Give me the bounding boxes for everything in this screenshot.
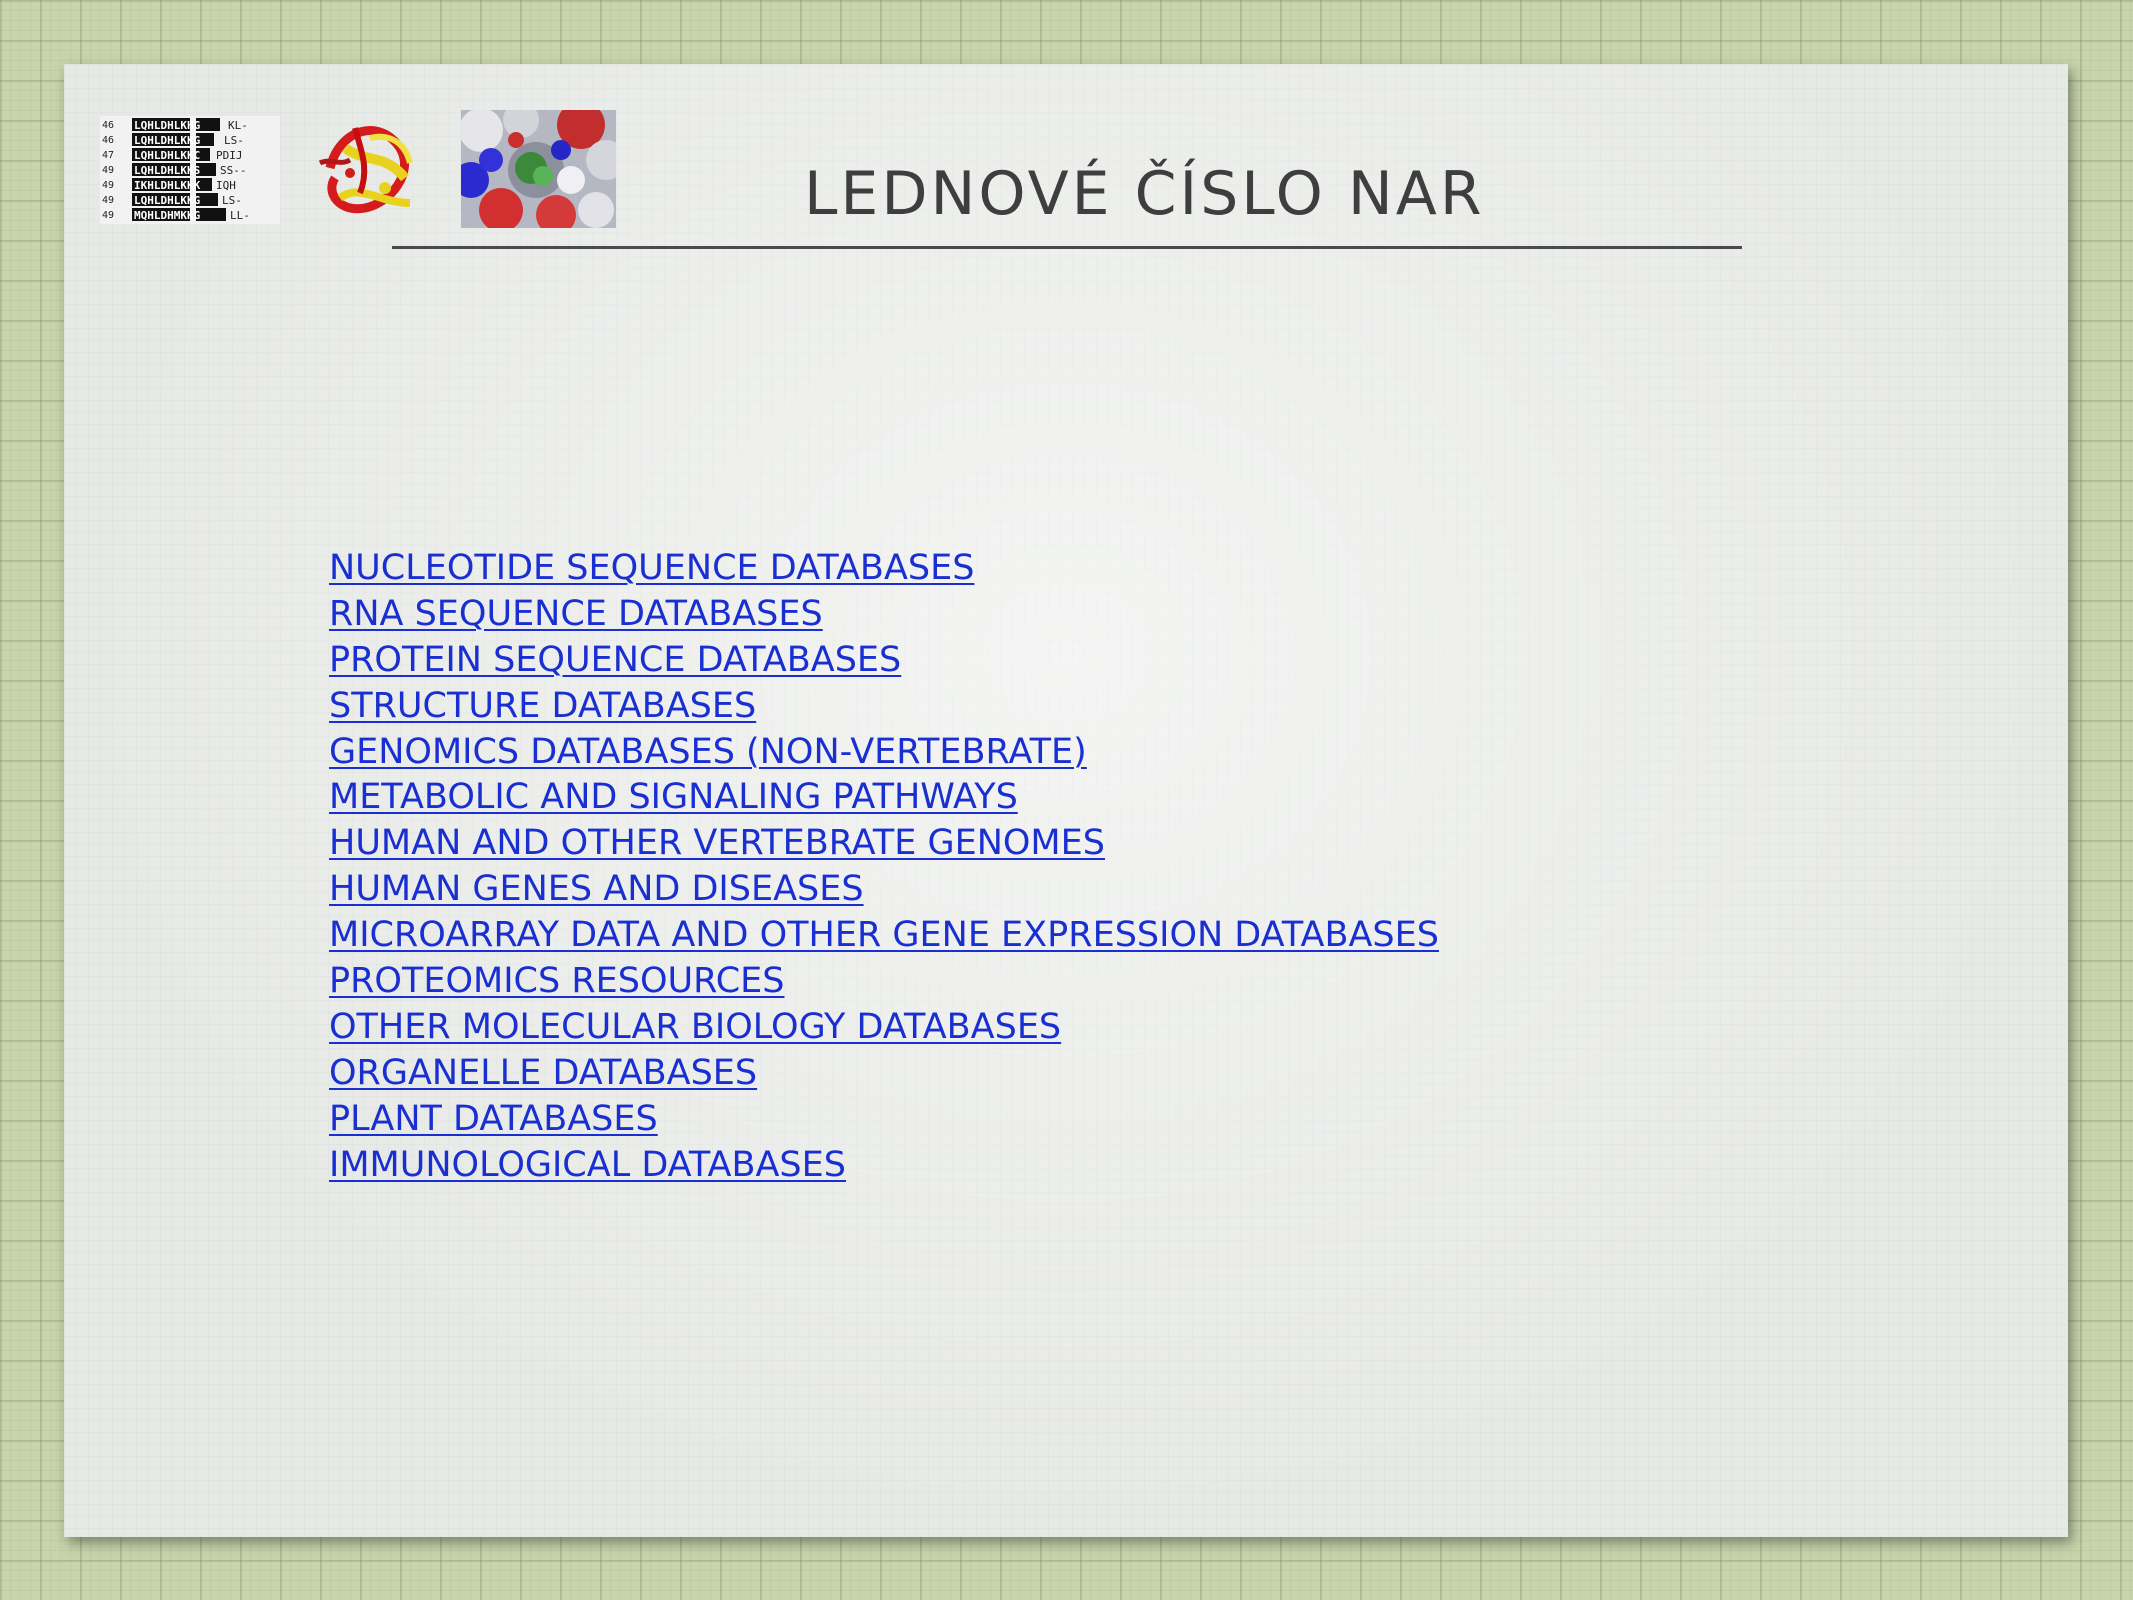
link-protein-sequence-databases[interactable]: PROTEIN SEQUENCE DATABASES (329, 639, 902, 680)
link-immunological-databases[interactable]: IMMUNOLOGICAL DATABASES (329, 1144, 846, 1185)
database-category-list (329, 546, 1439, 1188)
svg-text:IQH: IQH (216, 179, 236, 192)
svg-text:IKHLDHLKKK: IKHLDHLKKK (134, 179, 201, 192)
link-nucleotide-sequence-databases[interactable]: NUCLEOTIDE SEQUENCE DATABASES (329, 548, 975, 588)
svg-text:SS--: SS-- (220, 164, 247, 177)
svg-text:LQHLDHLKKC: LQHLDHLKKC (134, 149, 201, 162)
list-item (329, 546, 1439, 592)
svg-text:49: 49 (102, 195, 115, 206)
list-item (329, 1097, 1439, 1143)
svg-text:49: 49 (102, 210, 115, 221)
list-item (329, 684, 1439, 730)
list-item (329, 867, 1439, 913)
list-item (329, 1051, 1439, 1097)
link-plant-databases[interactable]: PLANT DATABASES (329, 1098, 658, 1139)
link-genomics-databases[interactable]: GENOMICS DATABASES (NON-VERTEBRATE) (329, 731, 1087, 772)
svg-text:KL-: KL- (228, 119, 248, 132)
svg-text:PDIJ: PDIJ (216, 149, 243, 162)
link-organelle-databases[interactable]: ORGANELLE DATABASES (329, 1052, 758, 1093)
title-divider (392, 246, 1742, 249)
link-metabolic-signaling-pathways[interactable]: METABOLIC AND SIGNALING PATHWAYS (329, 777, 1018, 818)
list-item (329, 1005, 1439, 1051)
svg-text:LQHLDHLKHG: LQHLDHLKHG (134, 119, 201, 132)
svg-text:49: 49 (102, 165, 115, 176)
list-item (329, 638, 1439, 684)
slide-title: LEDNOVÉ ČÍSLO NAR (804, 159, 1485, 229)
svg-text:LQHLDHLKKG: LQHLDHLKKG (134, 134, 201, 147)
svg-text:46: 46 (102, 135, 115, 146)
list-item (329, 959, 1439, 1005)
protein-ribbon-image (310, 108, 426, 232)
slide (64, 64, 2068, 1537)
svg-text:49: 49 (102, 180, 115, 191)
link-rna-sequence-databases[interactable]: RNA SEQUENCE DATABASES (329, 593, 823, 634)
svg-text:47: 47 (102, 150, 115, 161)
molecular-surface-image (461, 110, 616, 228)
link-other-molecular-biology[interactable]: OTHER MOLECULAR BIOLOGY DATABASES (329, 1006, 1062, 1047)
link-human-vertebrate-genomes[interactable]: HUMAN AND OTHER VERTEBRATE GENOMES (329, 823, 1105, 864)
link-human-genes-diseases[interactable]: HUMAN GENES AND DISEASES (329, 869, 864, 910)
list-item (329, 1143, 1439, 1189)
svg-text:LQHLDHLKKS: LQHLDHLKKS (134, 164, 201, 177)
list-item (329, 775, 1439, 821)
link-structure-databases[interactable]: STRUCTURE DATABASES (329, 685, 757, 726)
svg-text:LS-: LS- (224, 134, 244, 147)
list-item (329, 730, 1439, 776)
svg-text:LQHLDHLKKG: LQHLDHLKKG (134, 194, 201, 207)
svg-text:46: 46 (102, 120, 115, 131)
list-item (329, 592, 1439, 638)
list-item (329, 913, 1439, 959)
list-item (329, 821, 1439, 867)
link-microarray-gene-expression[interactable]: MICROARRAY DATA AND OTHER GENE EXPRESSION DATABASES (329, 915, 1439, 956)
svg-text:LS-: LS- (222, 194, 242, 207)
svg-text:LL-: LL- (230, 209, 250, 222)
svg-text:MQHLDHMKKG: MQHLDHMKKG (134, 209, 201, 222)
sequence-alignment-image (100, 116, 280, 224)
link-proteomics-resources[interactable]: PROTEOMICS RESOURCES (329, 961, 785, 1002)
